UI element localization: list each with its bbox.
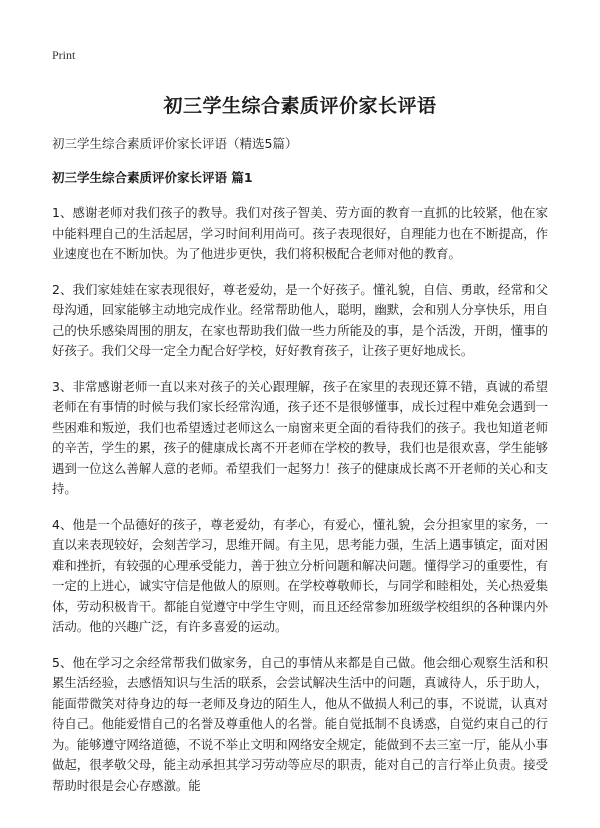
document-subtitle: 初三学生综合素质评价家长评语（精选5篇） (52, 136, 298, 151)
paragraph-3: 3、非常感谢老师一直以来对孩子的关心跟理解，孩子在家里的表现还算不错，真诚的希望老师在有事情的时候与我们家长经常沟通，孩子还不是很够懂事，成长过程中难免会遇到一些困难和叛逆，我们也希望透过老师这么一扇窗来更全面的看待我们的孩子。我也知道老师的辛苦，学生的累，孩子的健康成长离不开老师在学校的教导，我们也是很欢喜，学生能够遇到一位这么善解人意的老师。希望我们一起努力！孩子的健康成长离不开老师的关心和支持。 (52, 378, 548, 496)
print-link[interactable]: Print (52, 48, 76, 62)
paragraph-4: 4、他是一个品德好的孩子，尊老爱幼，有孝心，有爱心，懂礼貌，会分担家里的家务，一直以来表现较好，会刻苦学习，思维开阔。有主见，思考能力强，生活上遇事镇定，面对困难和挫折，有较强的心理承受能力，善于独立分析问题和解决问题。懂得学习的重要性，有一定的上进心，诚实守信是他做人的原则。在学校尊敬师长，与同学和睦相处，关心热爱集体，劳动积极肯干。都能自觉遵守中学生守则，而且还经常参加班级学校组织的各种课内外活动。他的兴趣广泛，有许多喜爱的运动。 (52, 516, 548, 634)
page-title: 初三学生综合素质评价家长评语 (163, 95, 437, 117)
paragraph-5: 5、他在学习之余经常帮我们做家务，自己的事情从来都是自己做。他会细心观察生活和积累生活经验，去感悟知识与生活的联系，会尝试解决生活中的问题，真诚待人，乐于助人，能面带微笑对待身边的每一老师及身边的陌生人，他从不做损人利己的事，不说谎，认真对待自己。他能爱惜自己的名誉及尊重他人的名誉。能自觉抵制不良诱惑，自觉约束自己的行为。能够遵守网络道德，不说不举止文明和网络安全规定，能做到不去三室一厅，能从小事做起，很孝敬父母，能主动承担其学习劳动等应尽的职责，能对自己的言行举止负责。接受帮助时很是会心存感激。能 (52, 654, 548, 793)
paragraph-1: 1、感谢老师对我们孩子的教导。我们对孩子智美、劳方面的教育一直抓的比较紧，他在家中能料理自己的生活起居，学习时间利用尚可。孩子表现很好，自理能力也在不断提高，作业速度也在不断加快。为了他进步更快，我们将积极配合老师对他的教育。 (52, 205, 548, 261)
paragraph-2: 2、我们家娃娃在家表现很好，尊老爱幼，是一个好孩子。懂礼貌，自信、勇敢，经常和父母沟通，回家能够主动地完成作业。经常帮助他人，聪明，幽默，会和别人分享快乐，用自己的快乐感染周围的朋友，在家也帮助我们做一些力所能及的事，是个活泼，开朗，懂事的 好孩子。我们父母一定全力配合好学校，好好教育孩子，让孩子更好地成长。 (52, 281, 548, 358)
section-heading: 初三学生综合素质评价家长评语 篇1 (52, 170, 253, 185)
